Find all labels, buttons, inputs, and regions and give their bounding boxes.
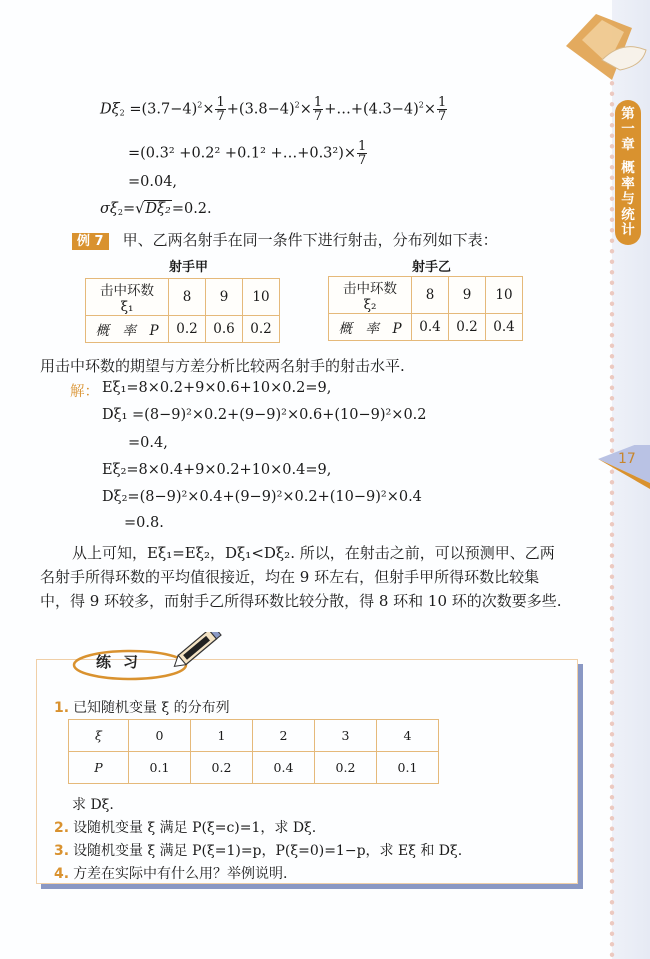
chapter-char: 率 [621, 175, 635, 192]
table-cell: 10 [486, 277, 523, 314]
practice-q2 [54, 817, 316, 837]
table-cell: 击中环数 ξ₂ [329, 277, 412, 314]
math-term: =0.2. [171, 201, 212, 217]
chapter-char: 计 [621, 222, 635, 238]
table-cell: 0.1 [377, 752, 439, 784]
solution-line: Eξ₂=8×0.4+9×0.2+10×0.4=9, [102, 462, 332, 478]
table-cell: 0.2 [449, 314, 486, 341]
variance-line-1 [100, 96, 448, 123]
practice-distribution-table [68, 719, 439, 784]
question-text: 已知随机变量 ξ 的分布列 [73, 700, 230, 716]
math-sub: 2 [119, 108, 125, 118]
chapter-char: 统 [621, 206, 635, 223]
table-cell: 0.2 [243, 316, 280, 343]
table-cell: 8 [412, 277, 449, 314]
frac-den: 7 [216, 109, 225, 124]
chapter-char: 概 [621, 160, 635, 176]
practice-q4 [54, 863, 288, 883]
fraction [215, 96, 225, 123]
conclusion-line: 中，得 9 环较多，而射手乙所得环数比较分散，得 8 环和 10 环的次数要多些. [40, 592, 562, 610]
table-cell: 0.4 [486, 314, 523, 341]
math-lhs: Dξ [100, 101, 120, 118]
table-cell: 0.2 [191, 752, 253, 784]
frac-num: 1 [216, 95, 225, 110]
math-sub: 2 [117, 208, 123, 217]
math-sup: 2 [197, 100, 203, 110]
table-cell: 0.4 [253, 752, 315, 784]
practice-q1-ask: 求 Dξ. [72, 797, 114, 813]
table-cell: 9 [206, 279, 243, 316]
math-op: × [202, 101, 215, 118]
math-sup: 2 [294, 100, 300, 110]
solution-label: 解： [70, 384, 99, 400]
question-number: 3. [54, 843, 70, 859]
table-cell: 概 率 P [86, 316, 169, 343]
math-op: × [423, 101, 437, 118]
frac-num: 1 [313, 95, 323, 110]
table-a-title: 射手甲 [169, 260, 209, 275]
table-cell: 9 [449, 277, 486, 314]
frac-num: 1 [438, 95, 447, 110]
question-number: 2. [54, 820, 70, 836]
question-text: 设随机变量 ξ 满足 P(ξ=1)=p，P(ξ=0)=1−p，求 Eξ 和 Dξ. [73, 843, 463, 859]
math-op: = [122, 201, 136, 217]
table-cell: 0.2 [315, 752, 377, 784]
example-text: 甲、乙两名射手在同一条件下进行射击，分布列如下表： [122, 231, 498, 249]
page-number: 17 [618, 451, 636, 467]
table-row [69, 720, 439, 752]
example-7-heading [72, 229, 498, 250]
frac-den: 7 [438, 109, 447, 124]
table-row [86, 316, 280, 343]
practice-title: 练习 [96, 653, 151, 671]
table-cell: 2 [253, 720, 315, 752]
table-cell: 0.4 [412, 314, 449, 341]
table-row [69, 752, 439, 784]
question-number: 4. [54, 866, 70, 882]
math-term: =(3.7−4) [129, 101, 198, 118]
chapter-char: 第 [621, 105, 635, 122]
practice-q3 [54, 840, 462, 860]
sqrt-radicand: Dξ₂ [145, 201, 171, 217]
table-cell: ξ [69, 720, 129, 752]
table-cell: 8 [169, 279, 206, 316]
frac-den: 7 [358, 153, 367, 168]
math-term: +…+(4.3−4) [324, 101, 419, 118]
conclusion-line: 名射手所得环数的平均值很接近，均在 9 环左右，但射手甲所得环数比较集 [40, 568, 540, 586]
fraction [357, 140, 367, 167]
example-question: 用击中环数的期望与方差分析比较两名射手的射击水平. [40, 357, 405, 375]
distribution-table-b [328, 276, 523, 341]
corner-decoration-icon [562, 10, 648, 82]
table-b-title: 射手乙 [412, 260, 452, 275]
chapter-tab [615, 100, 641, 245]
table-cell: 3 [315, 720, 377, 752]
example-badge: 例 7 [72, 233, 109, 250]
math-term: =(0.3² +0.2² +0.1² +…+0.3²)× [128, 145, 357, 162]
chapter-char: 一 [621, 121, 635, 137]
table-cell: 0.1 [129, 752, 191, 784]
solution-line: =0.8. [124, 515, 164, 531]
math-op: × [299, 101, 312, 118]
solution-line: Dξ₂=(8−9)²×0.4+(9−9)²×0.2+(10−9)²×0.4 [102, 489, 422, 505]
table-cell: 概 率 P [329, 314, 412, 341]
table-cell: 击中环数 ξ₁ [86, 279, 169, 316]
math-term: +(3.8−4) [226, 101, 295, 118]
variance-line-3: =0.04, [128, 174, 178, 190]
math-lhs: σξ [100, 201, 118, 217]
table-row [329, 277, 523, 314]
fraction [437, 96, 447, 123]
table-cell: 1 [191, 720, 253, 752]
table-cell: P [69, 752, 129, 784]
frac-den: 7 [313, 109, 323, 124]
std-dev-line: $\sigma\xi_2=√D\xi_2=0.2$. [100, 201, 212, 217]
table-cell: 0.2 [169, 316, 206, 343]
table-cell: 0.6 [206, 316, 243, 343]
frac-num: 1 [358, 139, 367, 154]
solution-line: Eξ₁=8×0.2+9×0.6+10×0.2=9, [102, 380, 332, 396]
question-text: 设随机变量 ξ 满足 P(ξ=c)=1，求 Dξ. [73, 820, 317, 836]
question-text: 方差在实际中有什么用？举例说明. [73, 866, 288, 882]
table-row [86, 279, 280, 316]
fraction [313, 96, 323, 123]
question-number: 1. [54, 700, 70, 716]
solution-line: =0.4, [128, 435, 168, 451]
table-cell: 4 [377, 720, 439, 752]
solution-line: Dξ₁ =(8−9)²×0.2+(9−9)²×0.6+(10−9)²×0.2 [102, 407, 427, 423]
table-cell: 0 [129, 720, 191, 752]
practice-q1 [54, 697, 230, 717]
chapter-char: 与 [621, 191, 635, 207]
conclusion-line: 从上可知，Eξ₁=Eξ₂，Dξ₁<Dξ₂. 所以，在射击之前，可以预测甲、乙两 [72, 544, 555, 562]
table-cell: 10 [243, 279, 280, 316]
variance-line-2 [128, 140, 368, 167]
chapter-char: 章 [621, 136, 635, 153]
table-row [329, 314, 523, 341]
distribution-table-a [85, 278, 280, 343]
math-sup: 2 [418, 100, 424, 110]
